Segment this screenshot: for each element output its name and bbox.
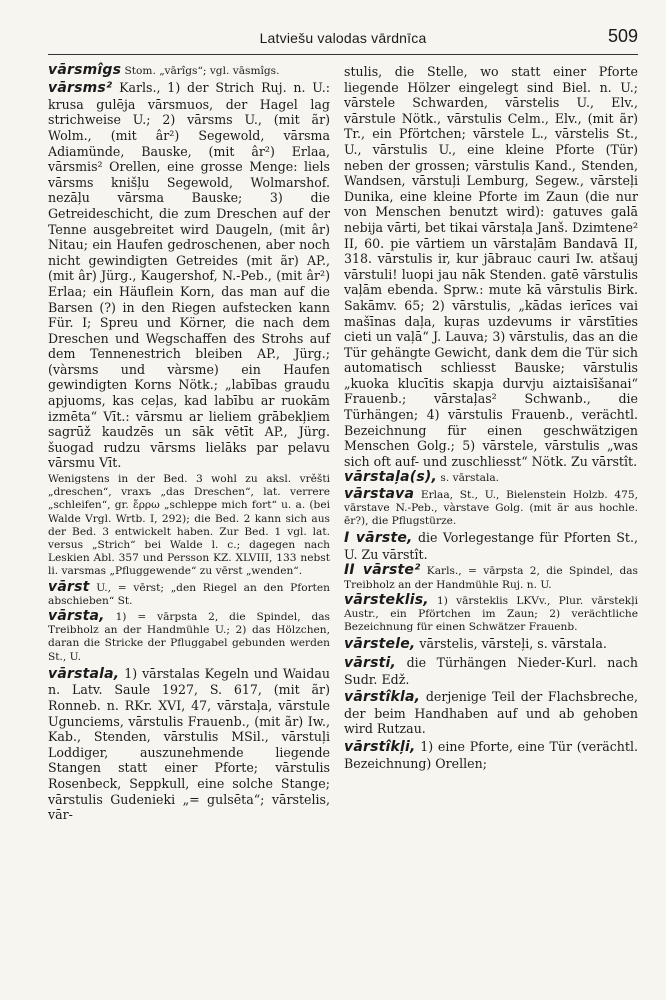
entry-headword: vārsti,: [344, 655, 397, 672]
dictionary-entry: [344, 471, 638, 485]
entry-headword: vārsmîgs: [48, 62, 122, 78]
dictionary-entry: [48, 64, 330, 78]
entry-headword: vārsteklis,: [344, 591, 429, 608]
dictionary-entry: [344, 564, 638, 591]
entry-text: Karls., = vārpsta 2, die Spindel, das Treibholz an der Handmühle Ruj. n. U.: [344, 565, 638, 591]
entry-text: vārstelis, vārsteļi, s. vārstala.: [415, 636, 607, 652]
entry-headword: I vārste,: [344, 530, 413, 547]
entry-text: Karls., 1) der Strich Ruj. n. U.: krusa gulēja vārsmuos, der Hagel lag strichweise U.; 2) vārsms U., (mit ãr) Wolm., (mit âr²) Segewold, vārsma Adiamünde, Bauske, (mit âr²) Erlaa, vārsmis² Orellen, eine grosse Menge: liels vārsms knišļu Segewold, Wolmarshof. nezāļu vārsma Bauske; 3) die Getreideschicht, die zum Dreschen auf der Tenne ausgebreitet wird Daugeln, (mit âr) Nitau; ein Haufen gedroschenen, aber noch nicht gewindigten Getreides (mit ãr) AP., (mit âr) Jürg., Kaugershof, N.-Peb., (mit âr²) Erlaa; ein Häuflein Korn, das man auf die Barsen (?) in den Riegen aufstecken kann Für. I; Spreu und Körner, die nach dem Dreschen und Wegschaffen des Strohs auf dem Tennenestrich bleiben AP., Jürg.; (vàrsms und vàrsme) ein Haufen gewindigten Korns Nötk.; „labības graudu apjuoms, kas ceļas, kad labību ar ruokām izmēta“ Vīt.: vārsmu ar lieliem grābekļiem sagrūž kaudzēs un sāk vētīt AP., Jürg. šuogad rudzu vārsms lielāks par pelavu vārsmu Vīt.: [48, 80, 330, 471]
dictionary-entry: [344, 655, 638, 687]
entry-headword: vārstava: [344, 485, 415, 502]
entry-text: Stom. „vārîgs“; vgl. vāsmîgs.: [121, 65, 280, 77]
dictionary-entry: [344, 485, 638, 529]
left-column: [48, 64, 330, 825]
dictionary-entry: [344, 591, 638, 635]
entry-text: 1) eine Pforte, eine Tür (verächtl. Bezeichnung) Orellen;: [344, 739, 638, 771]
entry-headword: II vārste²: [344, 562, 421, 579]
entry-headword: vārstîkļi,: [344, 739, 416, 756]
entry-text: 1) = vārpsta 2, die Spindel, das Treibholz an der Handmühle U.; 2) das Hölzchen, daran die Stricke der Pfluggabel gebunden werden St., U.: [48, 611, 330, 663]
entry-headword: vārsta,: [48, 608, 105, 625]
entry-text: Erlaa, St., U., Bielenstein Holzb. 475, vārstave N.-Peb., vàrstave Golg. (mit ãr aus hochle. ēr?), die Pflugstürze.: [344, 488, 638, 528]
dictionary-entry: [48, 578, 330, 608]
entry-headword: vārstala,: [48, 665, 120, 682]
entry-headword: vārstîkla,: [344, 689, 421, 706]
entry-text: derjenige Teil der Flachsbreche, der beim Handhaben auf und ab gehoben wird Rutzau.: [344, 689, 638, 737]
entry-text: U., = vērst; „den Riegel an den Pforten abschieben“ St.: [48, 581, 330, 607]
entry-text: Wenigstens in der Bed. 3 wohl zu aksl. vrěšti „dreschen“, vraxъ „das Dreschen“, lat. verrere „schleifen“, gr. ἔρρω „schleppe mich fort“ u. a. (bei Walde Vrgl. Wrtb. I, 292); die Bed. 2 kann sich aus der Bed. 3 entwickelt haben. Zur Bed. 1 vgl. lat. versus „Strich“ bei Walde l. c.; dagegen nach Leskien Abl. 357 und Persson KZ. XLVIII, 133 nebst li. varsmas „Pfluggewende“ zu vērst „wenden“.: [48, 473, 330, 578]
entry-headword: vārsms²: [48, 80, 113, 97]
entry-text: stulis, die Stelle, wo statt einer Pforte liegende Hölzer eingelegt sind Biel. n. U.; vārstele Schwarden, vārstelis U., Elv., vārstule Nötk., vārstulis Celm., Elv., (mit ãr) Tr., ein Pförtchen; vārstele L., vārstelis St., U., vārstulis U., eine kleine Pforte (Tür) neben der grossen; vārstulis Kand., Stenden, Wandsen, vārstuļi Lemburg, Segew., vārsteļi Dunika, eine kleine Pforte im Zaun (die nur von Menschen benutzt wird): gatuves galā nebija vārti, bet tikai vārstaļa Janš. Dzimtene² II, 60. pie vārtiem un vārstaļām Bandavā II, 318. vārstulis ir, kur jābrauc cauri Iw. atšauj vārstuli! luopi jau nāk Stenden. gatē vārstulis vaļām ebenda. Sprw.: mute kā vārstulis Birk. Sakāmv. 65; 2) vārstulis, „kādas ierīces vai mašīnas daļa, kuŗas uzdevums ir vārstīties cieti un vaļā“ J. Lauva; 3) vārstulis, das an die Tür gehängte Gewicht, dank dem die Tür sich automatisch schliesst Bauske; vārstulis „kuoka klucītis skapja durvju aiztaisīšanai“ Frauenb.; vārstaļas² Schwanb., die Türhängen; 4) vārstulis Frauenb., verächtl. Bezeichnung für einen geschwätzigen Menschen Golg.; 5) vārstele, vārstulis „was sich oft auf- und zuschliesst“ Nötk. Zu vārstît.: [344, 64, 638, 469]
page-header: [48, 24, 638, 55]
dictionary-entry: [344, 636, 638, 653]
dictionary-entry: [48, 610, 330, 664]
entry-headword: vārst: [48, 578, 90, 595]
dictionary-entry: [344, 64, 638, 469]
entry-headword: vārstaļa(s),: [344, 469, 438, 486]
page-number: 509: [607, 26, 638, 46]
entry-text: die Vorlegestange für Pforten St., U. Zu vārstît.: [344, 530, 639, 562]
dictionary-entry: [344, 739, 638, 771]
entry-text: s. vārstala.: [437, 472, 500, 485]
entry-text: die Türhängen Nieder-Kurl. nach Sudr. Edž.: [344, 655, 638, 687]
entry-text: 1) vārstalas Kegeln und Waidau n. Latv. Saule 1927, S. 617, (mit ãr) Ronneb. n. RKr. XVI, 47, vārstaļa, vārstule Ugunciems, vārstulis Frauenb., (mit ãr) Iw., Kab., Stenden, vārstulis MSil., vārstuļi Loddiger, auszunehmende liegende Stangen statt einer Pforte; vārstulis Rosenbeck, Seppkull, eine solche Stange; vārstulis Gudenieki „= gulsēta“; vārstelis, vār-: [48, 665, 330, 823]
dictionary-entry: [48, 666, 330, 823]
dictionary-entry: [48, 80, 330, 471]
entry-text: 1) vārsteklis LKVv., Plur. vārstekļi Austr., ein Pförtchen im Zaun; 2) verächtliche Bezeichnung für einen Schwätzer Frauenb.: [344, 594, 638, 634]
right-column: [344, 64, 638, 773]
running-title: Latviešu valodas vārdnīca: [259, 30, 427, 46]
dictionary-entry: [48, 473, 330, 579]
entry-headword: vārstele,: [344, 636, 416, 653]
dictionary-entry: [344, 689, 638, 737]
dictionary-entry: [344, 530, 638, 562]
